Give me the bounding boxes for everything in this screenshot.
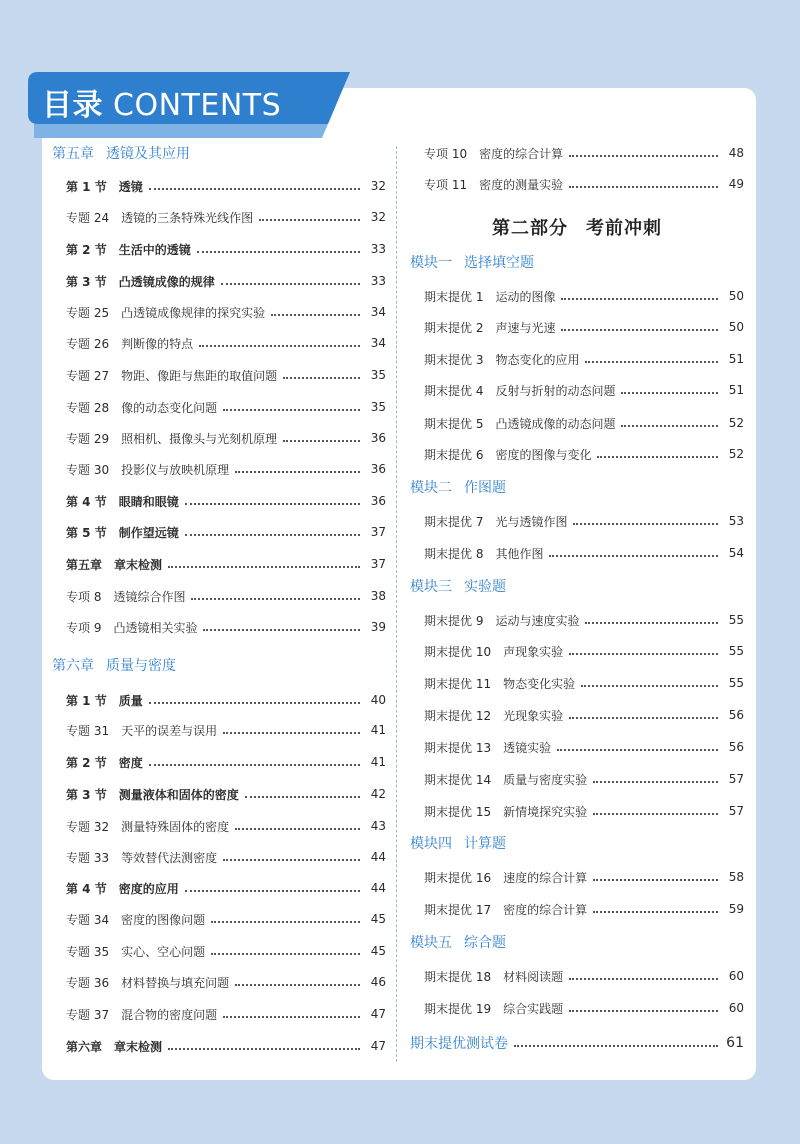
toc-entry[interactable]: [66, 491, 386, 511]
entry-label: 第 4 节: [66, 881, 107, 896]
page-number: 55: [728, 644, 744, 658]
section-heading: [410, 253, 534, 273]
page-number: 40: [370, 693, 386, 707]
toc-entry[interactable]: [66, 586, 386, 606]
page-number: 34: [370, 336, 386, 350]
entry-title: 凸透镜成像的规律: [118, 274, 215, 289]
section-heading: [410, 577, 506, 597]
dot-leader: [245, 796, 360, 798]
dot-leader: [211, 921, 360, 923]
page-number: 32: [370, 179, 386, 193]
entry-title: 综合实践题: [503, 1001, 564, 1016]
entry-label: 期末提优 19: [424, 1001, 492, 1016]
toc-entry[interactable]: [424, 867, 744, 887]
page-number: 61: [726, 1035, 744, 1051]
entry-label: 专题 29: [66, 431, 110, 446]
entry-label: 期末提优 4: [424, 383, 484, 398]
entry-title: 透镜的三条特殊光线作图: [121, 210, 254, 225]
toc-entry[interactable]: [424, 899, 744, 919]
dot-leader: [621, 425, 718, 427]
toc-entry[interactable]: [66, 522, 386, 542]
entry-title: 质量与密度实验: [503, 772, 588, 787]
toc-entry[interactable]: [66, 816, 386, 836]
entry-label: 期末提优 10: [424, 644, 492, 659]
section-title: 综合题: [464, 935, 506, 951]
page-number: 56: [728, 708, 744, 722]
toc-entry[interactable]: [66, 847, 386, 867]
dot-leader: [168, 566, 360, 568]
entry-label: 第 1 节: [66, 693, 107, 708]
toc-entry[interactable]: [66, 784, 386, 804]
dot-leader: [593, 911, 718, 913]
entry-title: 章末检测: [114, 1039, 163, 1054]
dot-leader: [168, 1048, 360, 1050]
entry-title: 混合物的密度问题: [121, 1007, 218, 1022]
page-number: 51: [728, 352, 744, 366]
page-number: 44: [370, 881, 386, 895]
entry-label: 期末提优 17: [424, 902, 492, 917]
dot-leader: [185, 534, 360, 536]
entry-label: 第 3 节: [66, 274, 107, 289]
section-title: 质量与密度: [106, 658, 176, 674]
dot-leader: [199, 345, 360, 347]
entry-title: 新情境探究实验: [503, 804, 588, 819]
entry-title: 密度的测量实验: [479, 177, 564, 192]
toc-entry[interactable]: [424, 286, 744, 306]
dot-leader: [573, 523, 718, 525]
entry-label: 专题 33: [66, 850, 110, 865]
entry-title: 反射与折射的动态问题: [495, 383, 616, 398]
column-divider: [396, 146, 397, 1062]
toc-entry[interactable]: [66, 176, 386, 196]
entry-label: 期末提优 2: [424, 320, 484, 335]
entry-title: 透镜实验: [503, 740, 552, 755]
dot-leader: [271, 314, 360, 316]
page-number: 49: [728, 177, 744, 191]
toc-entry[interactable]: [424, 641, 744, 661]
dot-leader: [149, 188, 360, 190]
entry-label: 专题 35: [66, 944, 110, 959]
page-number: 56: [728, 740, 744, 754]
page-number: 35: [370, 368, 386, 382]
entry-title: 制作望远镜: [118, 525, 179, 540]
section-title: 选择填空题: [464, 255, 534, 271]
dot-leader: [569, 653, 718, 655]
entry-label: 第六章: [66, 1039, 103, 1054]
dot-leader: [597, 456, 718, 458]
page-number: 41: [370, 723, 386, 737]
section-label: 模块三: [410, 579, 452, 595]
title-cn: 目录: [42, 88, 103, 123]
entry-title: 材料阅读题: [503, 969, 564, 984]
entry-title: 密度的应用: [118, 881, 179, 896]
entry-title: 透镜综合作图: [113, 589, 186, 604]
section-title: 透镜及其应用: [106, 146, 190, 162]
page-number: 37: [370, 557, 386, 571]
entry-title: 物态变化实验: [503, 676, 576, 691]
page-number: 33: [370, 274, 386, 288]
entry-title: 眼睛和眼镜: [118, 494, 179, 509]
dot-leader: [283, 377, 360, 379]
section-heading: [410, 933, 506, 953]
toc-entry[interactable]: [66, 302, 386, 322]
dot-leader: [569, 186, 718, 188]
entry-title: 测量液体和固体的密度: [118, 787, 239, 802]
page-number: 54: [728, 546, 744, 560]
page-number: 57: [728, 772, 744, 786]
page-number: 52: [728, 416, 744, 430]
entry-label: 专题 37: [66, 1007, 110, 1022]
entry-label: 第 5 节: [66, 525, 107, 540]
page-number: 42: [370, 787, 386, 801]
section-title: 实验题: [464, 579, 506, 595]
entry-title: 凸透镜成像规律的探究实验: [121, 305, 266, 320]
dot-leader: [203, 629, 360, 631]
entry-label: 专项 8: [66, 589, 102, 604]
entry-title: 声速与光速: [495, 320, 556, 335]
page-number: 47: [370, 1039, 386, 1053]
entry-title: 运动与速度实验: [495, 613, 580, 628]
toc-entry[interactable]: [66, 207, 386, 227]
entry-label: 第 3 节: [66, 787, 107, 802]
toc-entry[interactable]: [66, 909, 386, 929]
page-number: 41: [370, 755, 386, 769]
dot-leader: [561, 298, 718, 300]
part-title: 考前冲刺: [586, 218, 662, 239]
toc-entry[interactable]: [424, 511, 744, 531]
entry-title: 材料替换与填充问题: [121, 975, 230, 990]
entry-label: 专题 25: [66, 305, 110, 320]
dot-leader: [593, 879, 718, 881]
dot-leader: [223, 732, 360, 734]
page-number: 39: [370, 620, 386, 634]
entry-title: 透镜: [118, 179, 143, 194]
dot-leader: [549, 555, 718, 557]
page-number: 43: [370, 819, 386, 833]
toc-entry[interactable]: [424, 998, 744, 1018]
dot-leader: [585, 361, 718, 363]
dot-leader: [561, 329, 718, 331]
dot-leader: [149, 764, 360, 766]
dot-leader: [223, 1016, 360, 1018]
entry-title: 像的动态变化问题: [121, 400, 218, 415]
page-number: 36: [370, 494, 386, 508]
dot-leader: [514, 1045, 718, 1047]
page-number: 33: [370, 242, 386, 256]
entry-label: 期末提优 11: [424, 676, 492, 691]
toc-entry[interactable]: [66, 720, 386, 740]
dot-leader: [569, 717, 718, 719]
page-number: 59: [728, 902, 744, 916]
toc-entry[interactable]: [424, 801, 744, 821]
section-label: 模块五: [410, 935, 452, 951]
entry-label: 专题 30: [66, 462, 110, 477]
page-number: 57: [728, 804, 744, 818]
entry-label: 期末提优 8: [424, 546, 484, 561]
entry-title: 等效替代法测密度: [121, 850, 218, 865]
entry-title: 凸透镜相关实验: [113, 620, 198, 635]
entry-label: 专题 31: [66, 723, 110, 738]
section-label: 第五章: [52, 146, 94, 162]
toc-entry[interactable]: [424, 610, 744, 630]
toc-entry[interactable]: [66, 428, 386, 448]
entry-label: 期末提优 16: [424, 870, 492, 885]
section-label: 模块四: [410, 836, 452, 852]
toc-entry[interactable]: [66, 1004, 386, 1024]
toc-entry[interactable]: [424, 380, 744, 400]
toc-entry[interactable]: [66, 397, 386, 417]
toc-entry[interactable]: [66, 690, 386, 710]
toc-entry[interactable]: [424, 966, 744, 986]
entry-label: 期末提优 14: [424, 772, 492, 787]
entry-title: 照相机、摄像头与光刻机原理: [121, 431, 278, 446]
page-number: 50: [728, 289, 744, 303]
page-number: 47: [370, 1007, 386, 1021]
contents-banner: [28, 72, 350, 138]
section-label: 模块一: [410, 255, 452, 271]
entry-label: 第 2 节: [66, 242, 107, 257]
toc-entry[interactable]: [66, 365, 386, 385]
entry-label: 专项 11: [424, 177, 468, 192]
entry-title: 密度的综合计算: [503, 902, 588, 917]
entry-label: 专题 26: [66, 336, 110, 351]
dot-leader: [569, 1010, 718, 1012]
page-number: 46: [370, 975, 386, 989]
toc-entry[interactable]: [424, 673, 744, 693]
toc-entry[interactable]: [424, 705, 744, 725]
toc-entry[interactable]: [66, 972, 386, 992]
toc-entry[interactable]: [424, 317, 744, 337]
dot-leader: [593, 813, 718, 815]
toc-entry[interactable]: [66, 333, 386, 353]
entry-title: 密度的图像与变化: [495, 447, 592, 462]
dot-leader: [223, 859, 360, 861]
dot-leader: [223, 409, 360, 411]
toc-entry[interactable]: [424, 444, 744, 464]
toc-entry[interactable]: [66, 271, 386, 291]
toc-entry[interactable]: [424, 769, 744, 789]
page-number: 38: [370, 589, 386, 603]
entry-title: 质量: [118, 693, 143, 708]
dot-leader: [585, 622, 718, 624]
entry-title: 判断像的特点: [121, 336, 194, 351]
entry-label: 专题 32: [66, 819, 110, 834]
entry-title: 投影仪与放映机原理: [121, 462, 230, 477]
page-number: 48: [728, 146, 744, 160]
page-number: 32: [370, 210, 386, 224]
dot-leader: [569, 155, 718, 157]
dot-leader: [593, 781, 718, 783]
entry-label: 期末提优 12: [424, 708, 492, 723]
dot-leader: [221, 283, 360, 285]
entry-label: 期末提优 5: [424, 416, 484, 431]
entry-label: 期末提优 3: [424, 352, 484, 367]
entry-label: 专题 27: [66, 368, 110, 383]
toc-entry[interactable]: [66, 459, 386, 479]
entry-title: 物态变化的应用: [495, 352, 580, 367]
dot-leader: [211, 953, 360, 955]
page-number: 36: [370, 462, 386, 476]
page-number: 36: [370, 431, 386, 445]
part-heading: [410, 214, 744, 240]
entry-label: 第 1 节: [66, 179, 107, 194]
page-number: 45: [370, 944, 386, 958]
dot-leader: [185, 890, 360, 892]
entry-label: 期末提优 15: [424, 804, 492, 819]
page-number: 58: [728, 870, 744, 884]
toc-entry[interactable]: [66, 239, 386, 259]
dot-leader: [581, 685, 718, 687]
entry-title: 密度的图像问题: [121, 912, 206, 927]
dot-leader: [235, 984, 360, 986]
section-heading: [410, 834, 506, 854]
part-label: 第二部分: [492, 218, 568, 239]
page-number: 60: [728, 1001, 744, 1015]
page-number: 45: [370, 912, 386, 926]
section-title: 计算题: [464, 836, 506, 852]
entry-title: 光与透镜作图: [495, 514, 568, 529]
toc-entry[interactable]: [424, 143, 744, 163]
page-number: 35: [370, 400, 386, 414]
dot-leader: [235, 471, 360, 473]
section-heading: [52, 656, 176, 676]
page-number: 34: [370, 305, 386, 319]
toc-entry[interactable]: [66, 752, 386, 772]
entry-title: 章末检测: [114, 557, 163, 572]
entry-label: 期末提优 13: [424, 740, 492, 755]
entry-label: 第 2 节: [66, 755, 107, 770]
page-title: [42, 80, 281, 124]
entry-title: 速度的综合计算: [503, 870, 588, 885]
entry-title: 光现象实验: [503, 708, 564, 723]
toc-entry[interactable]: [424, 737, 744, 757]
toc-entry[interactable]: [424, 349, 744, 369]
page-number: 55: [728, 676, 744, 690]
toc-entry-final-test[interactable]: [410, 1033, 744, 1053]
section-title: 作图题: [464, 480, 506, 496]
entry-label: 第 4 节: [66, 494, 107, 509]
entry-label: 期末提优 6: [424, 447, 484, 462]
entry-title: 测量特殊固体的密度: [121, 819, 230, 834]
dot-leader: [621, 392, 718, 394]
toc-entry[interactable]: [66, 941, 386, 961]
toc-entry[interactable]: [424, 413, 744, 433]
entry-label: 期末提优 1: [424, 289, 484, 304]
dot-leader: [569, 978, 718, 980]
entry-title: 物距、像距与焦距的取值问题: [121, 368, 278, 383]
entry-title: 天平的误差与误用: [121, 723, 218, 738]
section-heading: [410, 478, 506, 498]
entry-label: 专题 28: [66, 400, 110, 415]
dot-leader: [259, 219, 360, 221]
entry-title: 密度的综合计算: [479, 146, 564, 161]
entry-title: 期末提优测试卷: [410, 1036, 508, 1052]
page-number: 37: [370, 525, 386, 539]
section-label: 第六章: [52, 658, 94, 674]
dot-leader: [149, 702, 360, 704]
entry-title: 凸透镜成像的动态问题: [495, 416, 616, 431]
dot-leader: [185, 503, 360, 505]
toc-entry[interactable]: [66, 554, 386, 574]
entry-label: 专题 36: [66, 975, 110, 990]
entry-title: 实心、空心问题: [121, 944, 206, 959]
dot-leader: [191, 598, 360, 600]
dot-leader: [235, 828, 360, 830]
entry-label: 第五章: [66, 557, 103, 572]
entry-label: 专题 24: [66, 210, 110, 225]
page-number: 60: [728, 969, 744, 983]
entry-label: 专项 10: [424, 146, 468, 161]
dot-leader: [557, 749, 718, 751]
page-number: 55: [728, 613, 744, 627]
toc-entry[interactable]: [66, 878, 386, 898]
page-number: 52: [728, 447, 744, 461]
page-number: 50: [728, 320, 744, 334]
section-heading: [52, 144, 190, 164]
dot-leader: [283, 440, 360, 442]
entry-label: 专项 9: [66, 620, 102, 635]
dot-leader: [197, 251, 360, 253]
page-number: 51: [728, 383, 744, 397]
entry-title: 声现象实验: [503, 644, 564, 659]
toc-entry[interactable]: [66, 1036, 386, 1056]
toc-entry[interactable]: [66, 617, 386, 637]
entry-label: 期末提优 7: [424, 514, 484, 529]
entry-label: 期末提优 9: [424, 613, 484, 628]
entry-title: 运动的图像: [495, 289, 556, 304]
entry-title: 密度: [118, 755, 143, 770]
entry-title: 生活中的透镜: [118, 242, 191, 257]
entry-label: 期末提优 18: [424, 969, 492, 984]
page-number: 44: [370, 850, 386, 864]
page-number: 53: [728, 514, 744, 528]
toc-entry[interactable]: [424, 174, 744, 194]
title-en: CONTENTS: [113, 88, 282, 123]
toc-entry[interactable]: [424, 543, 744, 563]
entry-title: 其他作图: [495, 546, 544, 561]
section-label: 模块二: [410, 480, 452, 496]
entry-label: 专题 34: [66, 912, 110, 927]
